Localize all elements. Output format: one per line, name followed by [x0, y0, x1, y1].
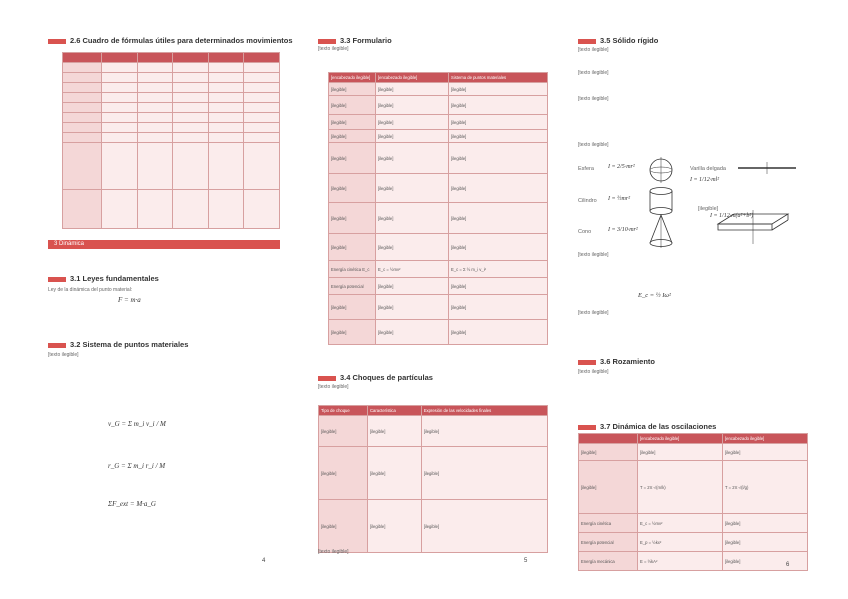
- table-cell: [ilegible]: [376, 143, 449, 174]
- table-cell: [ilegible]: [376, 295, 449, 320]
- inertia-eq: I = ½mr²: [608, 196, 631, 202]
- table-cell: [ilegible]: [638, 444, 723, 461]
- table-header-cell: Tipo de choque: [319, 406, 368, 416]
- table-row: [329, 143, 548, 174]
- section-3-1-text: Ley de la dinámica del punto material:: [48, 287, 133, 293]
- table-header-cell: Sistema de puntos materiales: [448, 73, 547, 83]
- section-3-1-title: 3.1 Leyes fundamentales: [48, 274, 159, 283]
- page-middle: [318, 0, 548, 599]
- formulario-table: [328, 72, 548, 345]
- table-row-label: [ilegible]: [319, 500, 368, 553]
- section-3-5-title: 3.5 Sólido rígido: [578, 36, 658, 45]
- table-row: [319, 500, 548, 553]
- table-row-label: [ilegible]: [579, 461, 638, 514]
- table-row: [579, 514, 808, 533]
- table-row-label: [ilegible]: [579, 444, 638, 461]
- table-cell: [ilegible]: [448, 203, 547, 234]
- page-left: [48, 0, 293, 599]
- table-cell: [ilegible]: [448, 96, 547, 115]
- table-cell: [ilegible]: [723, 444, 808, 461]
- table-cell: [ilegible]: [448, 174, 547, 203]
- section-3-5-text-6: [texto ilegible]: [578, 310, 609, 316]
- inertia-eq: I = 1/12·ml²: [690, 177, 720, 183]
- table-row-label: [ilegible]: [319, 416, 368, 447]
- table-row-label: Energía cinética E_c: [329, 261, 376, 278]
- table-header-cell: Expresión de las velocidades finales: [421, 406, 547, 416]
- formula-table-2-6: [62, 52, 280, 229]
- table-cell: [ilegible]: [448, 234, 547, 261]
- table-row: [579, 461, 808, 514]
- table-cell: [ilegible]: [368, 416, 422, 447]
- inertia-label: Esfera: [578, 166, 594, 172]
- table-row: [319, 447, 548, 500]
- table-row-label: [ilegible]: [329, 130, 376, 143]
- table-header-row: [329, 73, 548, 83]
- section-3-3-title: 3.3 Formulario: [318, 36, 392, 45]
- table-row-label: Energía potencial: [329, 278, 376, 295]
- table-row-label: [ilegible]: [329, 203, 376, 234]
- cone-icon: [648, 214, 674, 248]
- cylinder-icon: [648, 186, 674, 216]
- table-row-label: [ilegible]: [329, 143, 376, 174]
- table-header-row: [319, 406, 548, 416]
- section-3-6-title: 3.6 Rozamiento: [578, 357, 655, 366]
- table-cell: [ilegible]: [723, 552, 808, 571]
- table-header-cell: [encabezado ilegible]: [376, 73, 449, 83]
- section-3-5-text-4: [texto ilegible]: [578, 142, 609, 148]
- table-row: [579, 552, 808, 571]
- section-3-5-text-5: [texto ilegible]: [578, 252, 609, 258]
- table-row: [329, 130, 548, 143]
- table-row: [579, 533, 808, 552]
- table-row: [329, 295, 548, 320]
- table-cell: E_c = ½mv²: [376, 261, 449, 278]
- sphere-icon: [648, 157, 674, 183]
- section-3-4-footer: [texto ilegible]: [318, 549, 349, 555]
- table-cell: T = 2π·√(l/g): [723, 461, 808, 514]
- table-row-label: [ilegible]: [329, 320, 376, 345]
- table-header-cell: [encabezado ilegible]: [329, 73, 376, 83]
- table-row-label: [ilegible]: [329, 115, 376, 130]
- table-header-cell: Característica: [368, 406, 422, 416]
- newton-law-eq: F = m·a: [118, 296, 141, 304]
- table-row-label: Energía potencial: [579, 533, 638, 552]
- inertia-label: Cilindro: [578, 198, 597, 204]
- table-header-row: [579, 434, 808, 444]
- table-header-cell: [encabezado ilegible]: [723, 434, 808, 444]
- rotational-kinetic-eq: E_c = ½ Iω²: [638, 292, 671, 299]
- table-cell: [ilegible]: [376, 278, 449, 295]
- table-row: [329, 115, 548, 130]
- inertia-label: Varilla delgada: [690, 166, 726, 172]
- table-cell: E = ½kA²: [638, 552, 723, 571]
- table-row-label: Energía mecánica: [579, 552, 638, 571]
- table-row-label: [ilegible]: [319, 447, 368, 500]
- table-row-label: [ilegible]: [329, 83, 376, 96]
- inertia-eq: I = 3/10·mr²: [608, 227, 638, 233]
- table-row: [329, 83, 548, 96]
- table-cell: [ilegible]: [376, 320, 449, 345]
- page-number: 6: [786, 562, 790, 568]
- inertia-label: [ilegible]: [698, 206, 719, 212]
- table-cell: [ilegible]: [448, 320, 547, 345]
- external-forces-eq: ΣF_ext = M·a_G: [108, 500, 156, 508]
- table-cell: [ilegible]: [448, 143, 547, 174]
- table-row-label: [ilegible]: [329, 96, 376, 115]
- table-row: [329, 278, 548, 295]
- table-cell: [ilegible]: [376, 174, 449, 203]
- table-cell: [ilegible]: [376, 115, 449, 130]
- table-cell: T = 2π·√(m/k): [638, 461, 723, 514]
- table-row: [329, 320, 548, 345]
- table-header-cell: [579, 434, 638, 444]
- table-cell: [ilegible]: [448, 83, 547, 96]
- inertia-eq: I = 2/5·mr²: [608, 164, 635, 170]
- page-number: 4: [262, 558, 266, 564]
- table-cell: [ilegible]: [421, 447, 547, 500]
- section-3-5-text-3: [texto ilegible]: [578, 96, 609, 102]
- table-cell: [ilegible]: [368, 447, 422, 500]
- section-3-2-title: 3.2 Sistema de puntos materiales: [48, 340, 188, 349]
- table-row: [329, 261, 548, 278]
- table-cell: E_c = ½mv²: [638, 514, 723, 533]
- table-cell: [ilegible]: [368, 500, 422, 553]
- oscillations-table: [578, 433, 808, 571]
- table-cell: [ilegible]: [421, 500, 547, 553]
- section-3-2-text: [texto ilegible]: [48, 352, 79, 358]
- table-cell: [ilegible]: [376, 96, 449, 115]
- table-row-label: [ilegible]: [329, 295, 376, 320]
- section-3-7-title: 3.7 Dinámica de las oscilaciones: [578, 422, 716, 431]
- table-row-label: [ilegible]: [329, 234, 376, 261]
- inertia-eq: I = 1/12·m(a²+b²): [710, 213, 754, 219]
- table-row: [329, 174, 548, 203]
- table-cell: [ilegible]: [448, 130, 547, 143]
- table-cell: [ilegible]: [448, 278, 547, 295]
- table-row: [319, 416, 548, 447]
- table-row: [329, 234, 548, 261]
- table-cell: [ilegible]: [421, 416, 547, 447]
- table-header-cell: [encabezado ilegible]: [638, 434, 723, 444]
- table-cell: [ilegible]: [376, 234, 449, 261]
- table-row-label: [ilegible]: [329, 174, 376, 203]
- page-number: 5: [524, 558, 528, 564]
- section-3-6-text: [texto ilegible]: [578, 369, 609, 375]
- table-header-row: [63, 53, 280, 63]
- chapter-3-bar: 3 Dinámica: [48, 240, 280, 249]
- table-cell: E_p = ½kx²: [638, 533, 723, 552]
- table-row: [329, 203, 548, 234]
- table-cell: E_c = Σ ½ m_i v_i²: [448, 261, 547, 278]
- table-row: [579, 444, 808, 461]
- table-cell: [ilegible]: [376, 203, 449, 234]
- section-3-4-text: [texto ilegible]: [318, 384, 349, 390]
- section-3-4-title: 3.4 Choques de partículas: [318, 373, 433, 382]
- table-cell: [ilegible]: [448, 115, 547, 130]
- table-cell: [ilegible]: [723, 533, 808, 552]
- center-mass-position-eq: r_G = Σ m_i r_i / M: [108, 462, 166, 470]
- table-cell: [ilegible]: [376, 83, 449, 96]
- table-cell: [ilegible]: [448, 295, 547, 320]
- section-3-3-text: [texto ilegible]: [318, 46, 349, 52]
- inertia-label: Cono: [578, 229, 592, 235]
- section-2-6-title: 2.6 Cuadro de fórmulas útiles para determinados movimientos: [48, 36, 293, 45]
- table-cell: [ilegible]: [376, 130, 449, 143]
- center-mass-velocity-eq: v_G = Σ m_i v_i / M: [108, 420, 166, 428]
- section-3-5-text-1: [texto ilegible]: [578, 47, 609, 53]
- rod-icon: [736, 162, 798, 174]
- page-right: [578, 0, 808, 599]
- table-row-label: Energía cinética: [579, 514, 638, 533]
- section-3-5-text-2: [texto ilegible]: [578, 70, 609, 76]
- table-cell: [ilegible]: [723, 514, 808, 533]
- table-row: [329, 96, 548, 115]
- collisions-table: [318, 405, 548, 553]
